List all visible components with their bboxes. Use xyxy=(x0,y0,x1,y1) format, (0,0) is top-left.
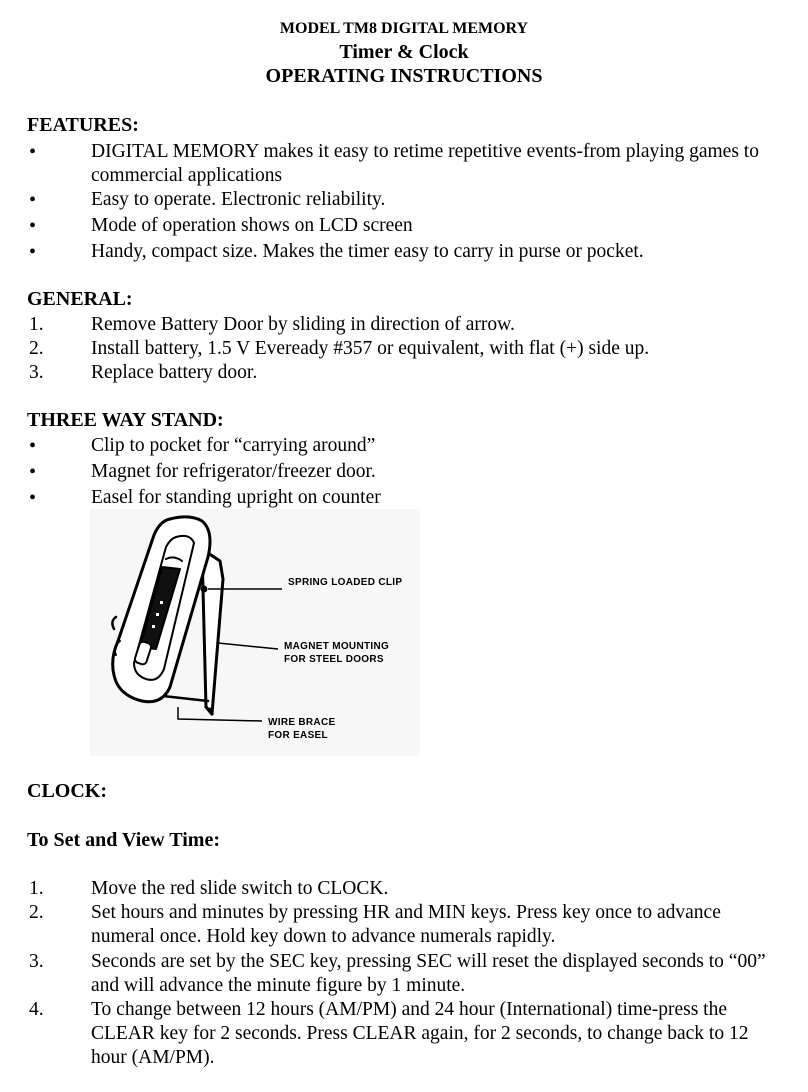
page-title: OPERATING INSTRUCTIONS xyxy=(265,65,543,87)
bullet: • xyxy=(29,435,37,457)
stand-item-text: Clip to pocket for “carrying around” xyxy=(91,435,376,456)
step-number: 3. xyxy=(29,951,44,972)
step-text: Set hours and minutes by pressing HR and MIN keys. Press key once to advance numeral once. Hold key down to advance numerals rapidly. xyxy=(91,902,721,947)
step-number: 1. xyxy=(29,314,44,335)
bullet: • xyxy=(29,215,37,237)
step-number: 2. xyxy=(29,902,44,923)
bullet: • xyxy=(29,461,37,483)
features-item-text: Easy to operate. Electronic reliability. xyxy=(91,189,386,210)
brace-label-line2: FOR EASEL xyxy=(268,730,328,741)
bullet: • xyxy=(29,487,37,509)
general-heading: GENERAL: xyxy=(27,288,133,310)
step-number: 3. xyxy=(29,362,44,383)
step-number: 2. xyxy=(29,338,44,359)
step-text: Move the red slide switch to CLOCK. xyxy=(91,878,389,899)
clock-heading: CLOCK: xyxy=(27,780,107,802)
stand-item-text: Easel for standing upright on counter xyxy=(91,487,381,508)
step-text: Remove Battery Door by sliding in direction of arrow. xyxy=(91,314,515,335)
set-time-subheading: To Set and View Time: xyxy=(27,829,220,851)
features-heading: FEATURES: xyxy=(27,114,139,136)
bullet: • xyxy=(29,241,37,263)
clip-label: SPRING LOADED CLIP xyxy=(288,577,403,588)
bullet: • xyxy=(29,141,37,163)
features-item-text: Mode of operation shows on LCD screen xyxy=(91,215,413,236)
features-item-text: Handy, compact size. Makes the timer easy to carry in purse or pocket. xyxy=(91,241,644,262)
features-item-text: DIGITAL MEMORY makes it easy to retime repetitive events-from playing games to commercial applications xyxy=(91,141,759,186)
stand-heading: THREE WAY STAND: xyxy=(27,409,224,431)
step-text: Seconds are set by the SEC key, pressing SEC will reset the displayed seconds to “00” and will advance the minute figure by 1 minute. xyxy=(91,951,766,996)
brace-label-line1: WIRE BRACE xyxy=(268,717,336,728)
step-text: To change between 12 hours (AM/PM) and 24 hour (International) time-press the CLEAR key for 2 seconds. Press CLEAR again, for 2 seconds, to change back to 12 hour (AM/PM). xyxy=(91,999,749,1068)
stand-item-text: Magnet for refrigerator/freezer door. xyxy=(91,461,376,482)
product-subtitle: Timer & Clock xyxy=(339,41,469,63)
step-number: 4. xyxy=(29,999,44,1020)
step-text: Replace battery door. xyxy=(91,362,258,383)
step-number: 1. xyxy=(29,878,44,899)
model-title: MODEL TM8 DIGITAL MEMORY xyxy=(279,20,529,37)
bullet: • xyxy=(29,189,37,211)
magnet-label-line1: MAGNET MOUNTING xyxy=(284,641,390,652)
timer-drawing xyxy=(90,509,420,756)
step-text: Install battery, 1.5 V Eveready #357 or equivalent, with flat (+) side up. xyxy=(91,338,650,359)
magnet-label-line2: FOR STEEL DOORS xyxy=(284,654,384,665)
timer-stand-illustration xyxy=(90,509,420,756)
